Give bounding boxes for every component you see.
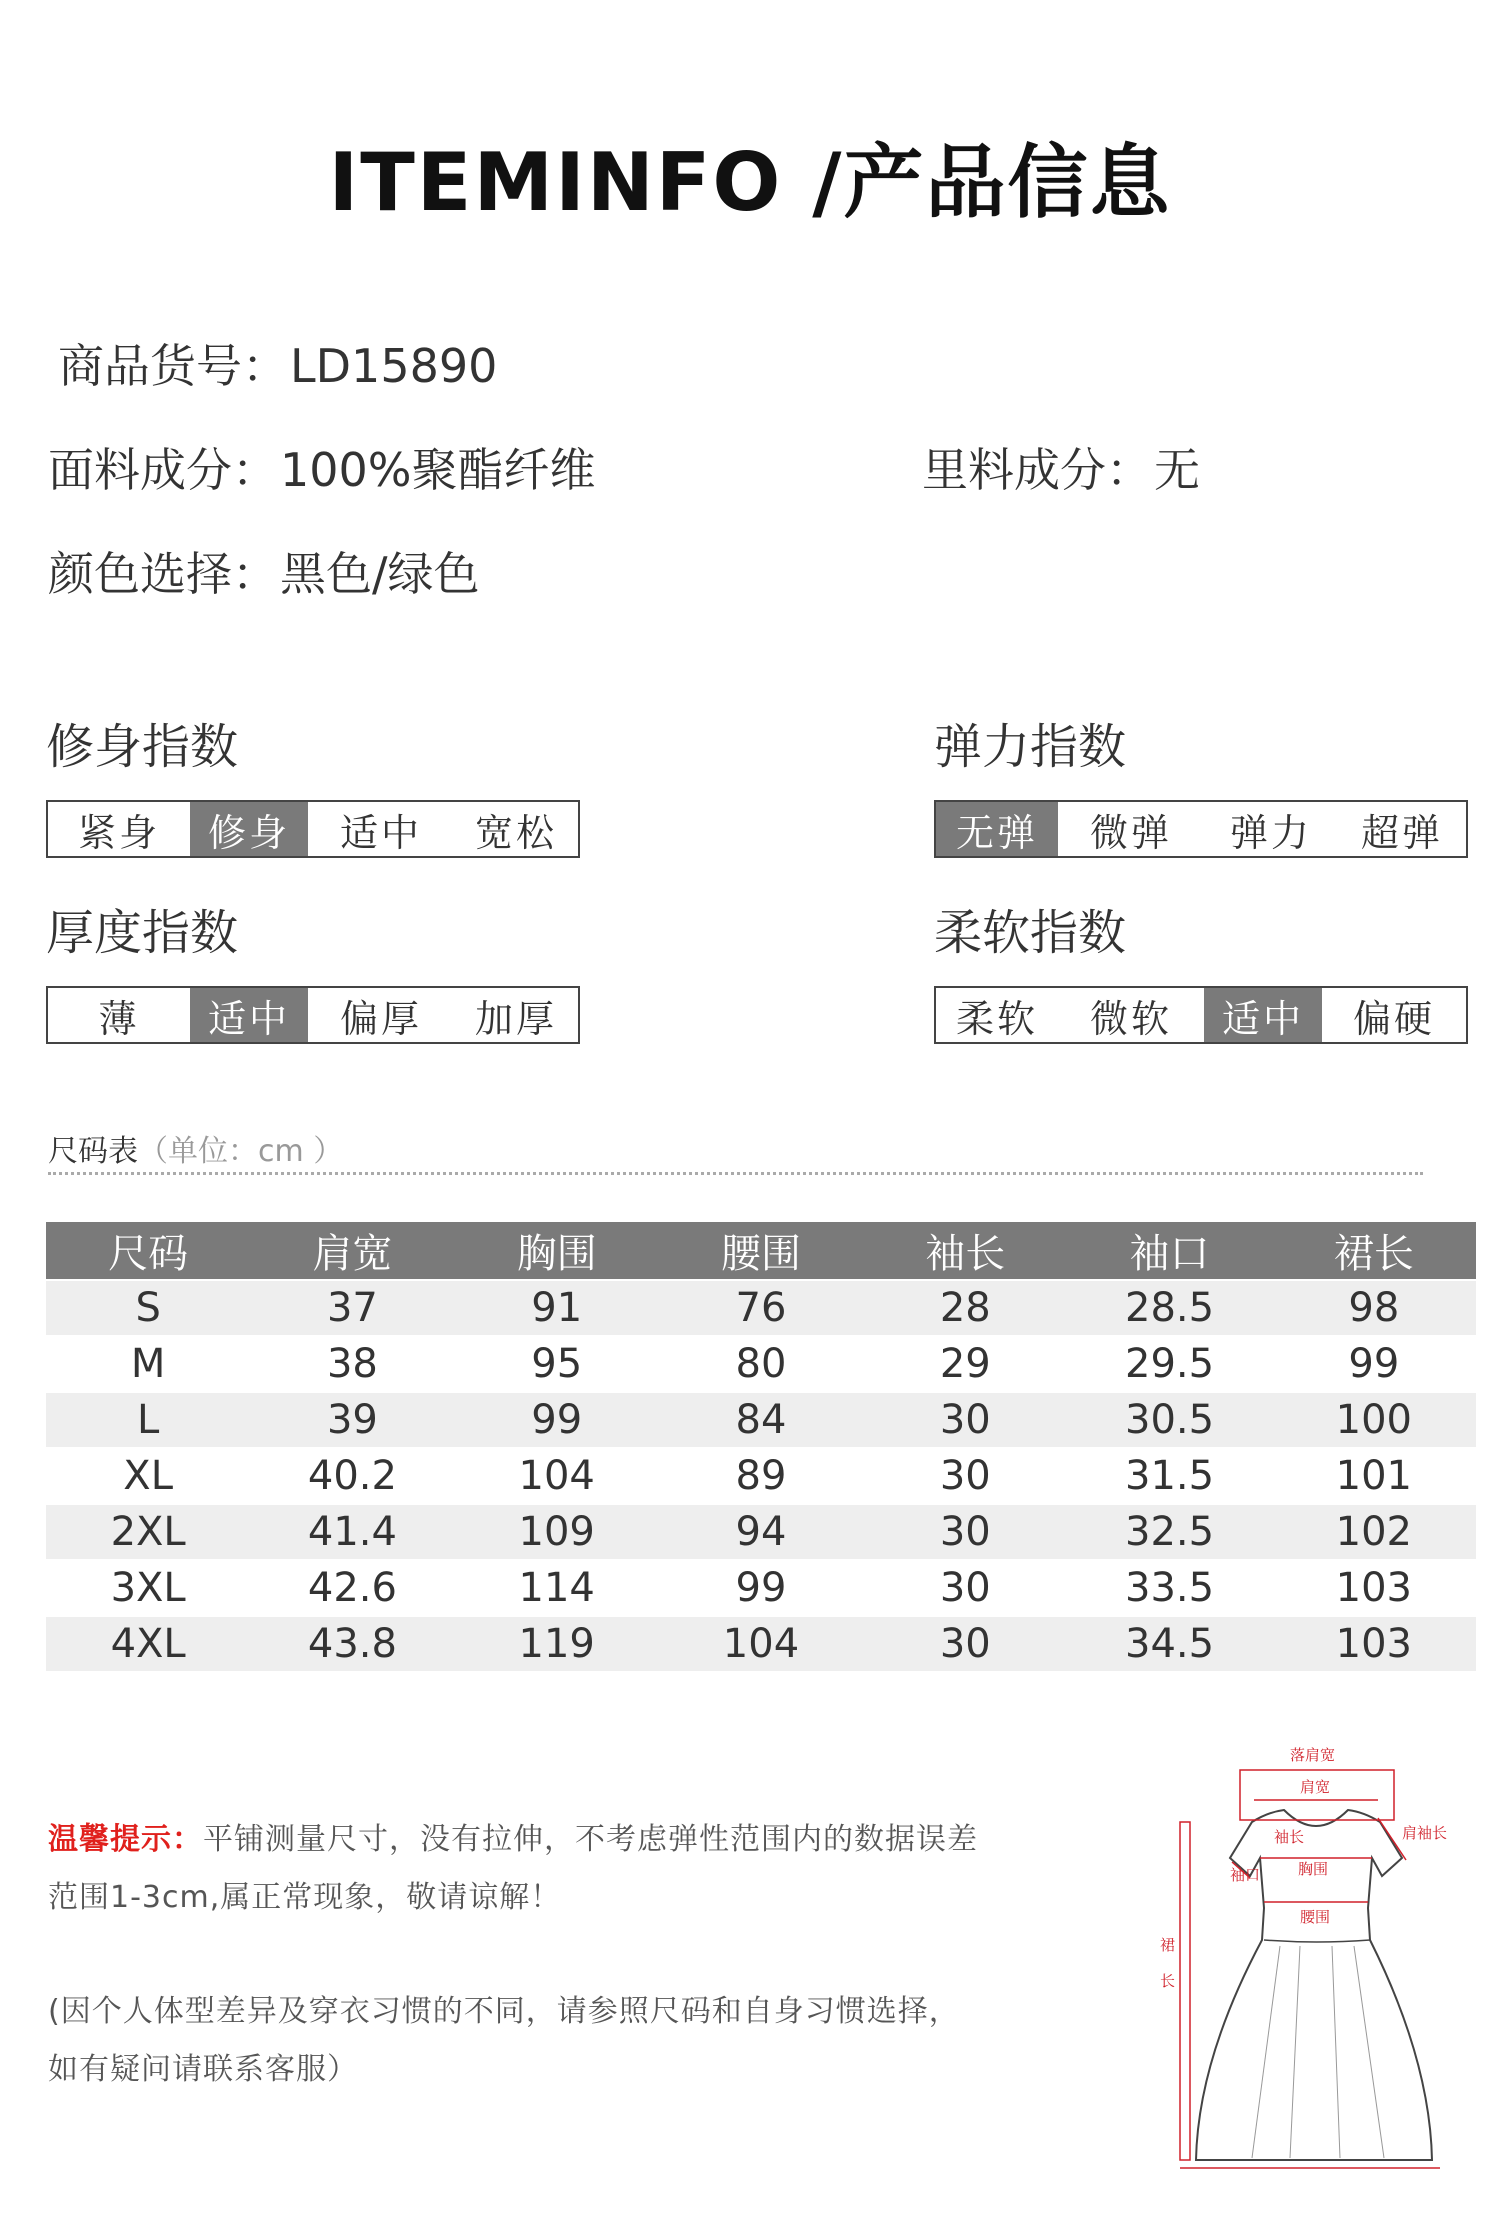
table-cell: 91: [455, 1280, 659, 1336]
table-cell: 41.4: [250, 1504, 454, 1560]
page-title: ITEMINFO /产品信息: [328, 136, 1172, 229]
skirt-length-label-2: 长: [1160, 1972, 1176, 1990]
table-cell: 28.5: [1067, 1280, 1271, 1336]
table-row: [46, 1336, 1476, 1392]
measurement-diagram: [1140, 1730, 1480, 2190]
tip-line-2: 范围1-3cm,属正常现象，敬请谅解！: [48, 1880, 562, 1915]
table-row: [46, 1280, 1476, 1336]
table-cell: 30: [863, 1560, 1067, 1616]
table-cell: 30: [863, 1616, 1067, 1671]
table-row: [46, 1448, 1476, 1504]
drop-shoulder-label: 落肩宽: [1290, 1746, 1336, 1764]
size-table-header-cell: 袖长: [863, 1222, 1067, 1280]
table-cell: 31.5: [1067, 1448, 1271, 1504]
table-cell: 114: [455, 1560, 659, 1616]
table-cell: 29.5: [1067, 1336, 1271, 1392]
fabric-row: [48, 434, 596, 500]
tip-line-4: 如有疑问请联系客服）: [48, 2052, 358, 2087]
size-table-body: [46, 1280, 1476, 1671]
table-cell: 104: [455, 1448, 659, 1504]
table-cell: 99: [1272, 1336, 1476, 1392]
table-cell: 76: [659, 1280, 863, 1336]
fit-option: 适中: [339, 810, 422, 855]
size-table-header: [46, 1222, 1476, 1280]
color-label: 颜色选择：: [48, 547, 278, 601]
size-table: [46, 1222, 1476, 1671]
table-row: [46, 1560, 1476, 1616]
sleeve-length-label: 袖长: [1274, 1828, 1305, 1846]
table-cell: S: [46, 1280, 250, 1336]
tip-text-1: 平铺测量尺寸，没有拉伸，不考虑弹性范围内的数据误差: [203, 1822, 978, 1857]
table-cell: 101: [1272, 1448, 1476, 1504]
table-cell: 30: [863, 1448, 1067, 1504]
table-cell: XL: [46, 1448, 250, 1504]
size-table-header-cell: 袖口: [1067, 1222, 1271, 1280]
size-table-caption: [48, 1126, 343, 1170]
table-cell: 3XL: [46, 1560, 250, 1616]
table-cell: L: [46, 1392, 250, 1448]
table-cell: 39: [250, 1392, 454, 1448]
table-cell: M: [46, 1336, 250, 1392]
tip-label: 温馨提示：: [48, 1822, 203, 1857]
table-cell: 40.2: [250, 1448, 454, 1504]
size-table-unit: （单位：cm ）: [138, 1134, 344, 1169]
elastic-option: 超弹: [1360, 810, 1443, 855]
sleeve-opening-label: 袖口: [1230, 1866, 1261, 1884]
table-cell: 2XL: [46, 1504, 250, 1560]
thickness-option: 薄: [98, 996, 140, 1041]
table-cell: 34.5: [1067, 1616, 1271, 1671]
table-cell: 28: [863, 1280, 1067, 1336]
thickness-option: 适中: [190, 988, 308, 1042]
lining-row: [922, 434, 1200, 500]
softness-option: 偏硬: [1352, 996, 1435, 1041]
table-cell: 4XL: [46, 1616, 250, 1671]
table-cell: 30: [863, 1504, 1067, 1560]
table-cell: 43.8: [250, 1616, 454, 1671]
thickness-index-bar: [46, 986, 580, 1044]
table-cell: 102: [1272, 1504, 1476, 1560]
fit-index-bar: [46, 800, 580, 858]
table-cell: 80: [659, 1336, 863, 1392]
color-row: [48, 538, 480, 604]
table-cell: 42.6: [250, 1560, 454, 1616]
item-number-row: [58, 330, 497, 396]
table-cell: 30: [863, 1392, 1067, 1448]
table-cell: 109: [455, 1504, 659, 1560]
table-cell: 104: [659, 1616, 863, 1671]
table-cell: 84: [659, 1392, 863, 1448]
table-cell: 100: [1272, 1392, 1476, 1448]
table-cell: 95: [455, 1336, 659, 1392]
table-cell: 119: [455, 1616, 659, 1671]
shoulder-sleeve-label: 肩袖长: [1402, 1824, 1448, 1842]
elastic-option: 无弹: [936, 802, 1058, 856]
softness-option: 柔软: [955, 996, 1038, 1041]
fit-index-title: 修身指数: [46, 719, 239, 775]
softness-option: 微软: [1089, 996, 1172, 1041]
size-table-header-cell: 胸围: [455, 1222, 659, 1280]
waist-label: 腰围: [1300, 1908, 1331, 1926]
table-cell: 103: [1272, 1616, 1476, 1671]
dotted-divider: [48, 1172, 1423, 1175]
elastic-option: 弹力: [1229, 810, 1312, 855]
table-cell: 94: [659, 1504, 863, 1560]
fabric-value: 100%聚酯纤维: [280, 443, 596, 497]
elastic-index-bar: [934, 800, 1468, 858]
shoulder-label: 肩宽: [1300, 1778, 1331, 1796]
softness-option: 适中: [1204, 988, 1322, 1042]
size-table-header-cell: 肩宽: [250, 1222, 454, 1280]
table-cell: 99: [659, 1560, 863, 1616]
fit-option: 修身: [190, 802, 308, 856]
table-row: [46, 1392, 1476, 1448]
table-row: [46, 1504, 1476, 1560]
fit-option: 紧身: [77, 810, 160, 855]
item-number-label: 商品货号：: [58, 339, 288, 393]
skirt-length-box: [1180, 1822, 1190, 2160]
elastic-index-title: 弹力指数: [934, 719, 1127, 775]
tip-line-1: [48, 1814, 978, 1858]
size-table-header-cell: 裙长: [1272, 1222, 1476, 1280]
table-row: [46, 1616, 1476, 1671]
chest-label: 胸围: [1298, 1860, 1329, 1878]
table-cell: 32.5: [1067, 1504, 1271, 1560]
tip-line-3: (因个人体型差异及穿衣习惯的不同，请参照尺码和自身习惯选择，: [48, 1994, 960, 2029]
table-cell: 98: [1272, 1280, 1476, 1336]
fit-option: 宽松: [474, 810, 557, 855]
skirt-length-label-1: 裙: [1160, 1936, 1176, 1954]
table-cell: 38: [250, 1336, 454, 1392]
thickness-option: 偏厚: [339, 996, 422, 1041]
size-table-header-cell: 尺码: [46, 1222, 250, 1280]
thickness-index-title: 厚度指数: [46, 905, 239, 961]
softness-index-bar: [934, 986, 1468, 1044]
table-cell: 30.5: [1067, 1392, 1271, 1448]
lining-value: 无: [1154, 443, 1200, 497]
table-cell: 99: [455, 1392, 659, 1448]
table-cell: 89: [659, 1448, 863, 1504]
table-cell: 33.5: [1067, 1560, 1271, 1616]
elastic-option: 微弹: [1089, 810, 1172, 855]
color-value: 黑色/绿色: [280, 547, 480, 601]
table-cell: 29: [863, 1336, 1067, 1392]
softness-index-title: 柔软指数: [934, 905, 1127, 961]
fabric-label: 面料成分：: [48, 443, 278, 497]
size-table-title: 尺码表: [48, 1134, 138, 1169]
table-cell: 103: [1272, 1560, 1476, 1616]
dress-diagram-svg: [1140, 1730, 1480, 2190]
table-cell: 37: [250, 1280, 454, 1336]
size-table-header-cell: 腰围: [659, 1222, 863, 1280]
lining-label: 里料成分：: [922, 443, 1152, 497]
thickness-option: 加厚: [474, 996, 557, 1041]
item-number-value: LD15890: [290, 339, 498, 393]
